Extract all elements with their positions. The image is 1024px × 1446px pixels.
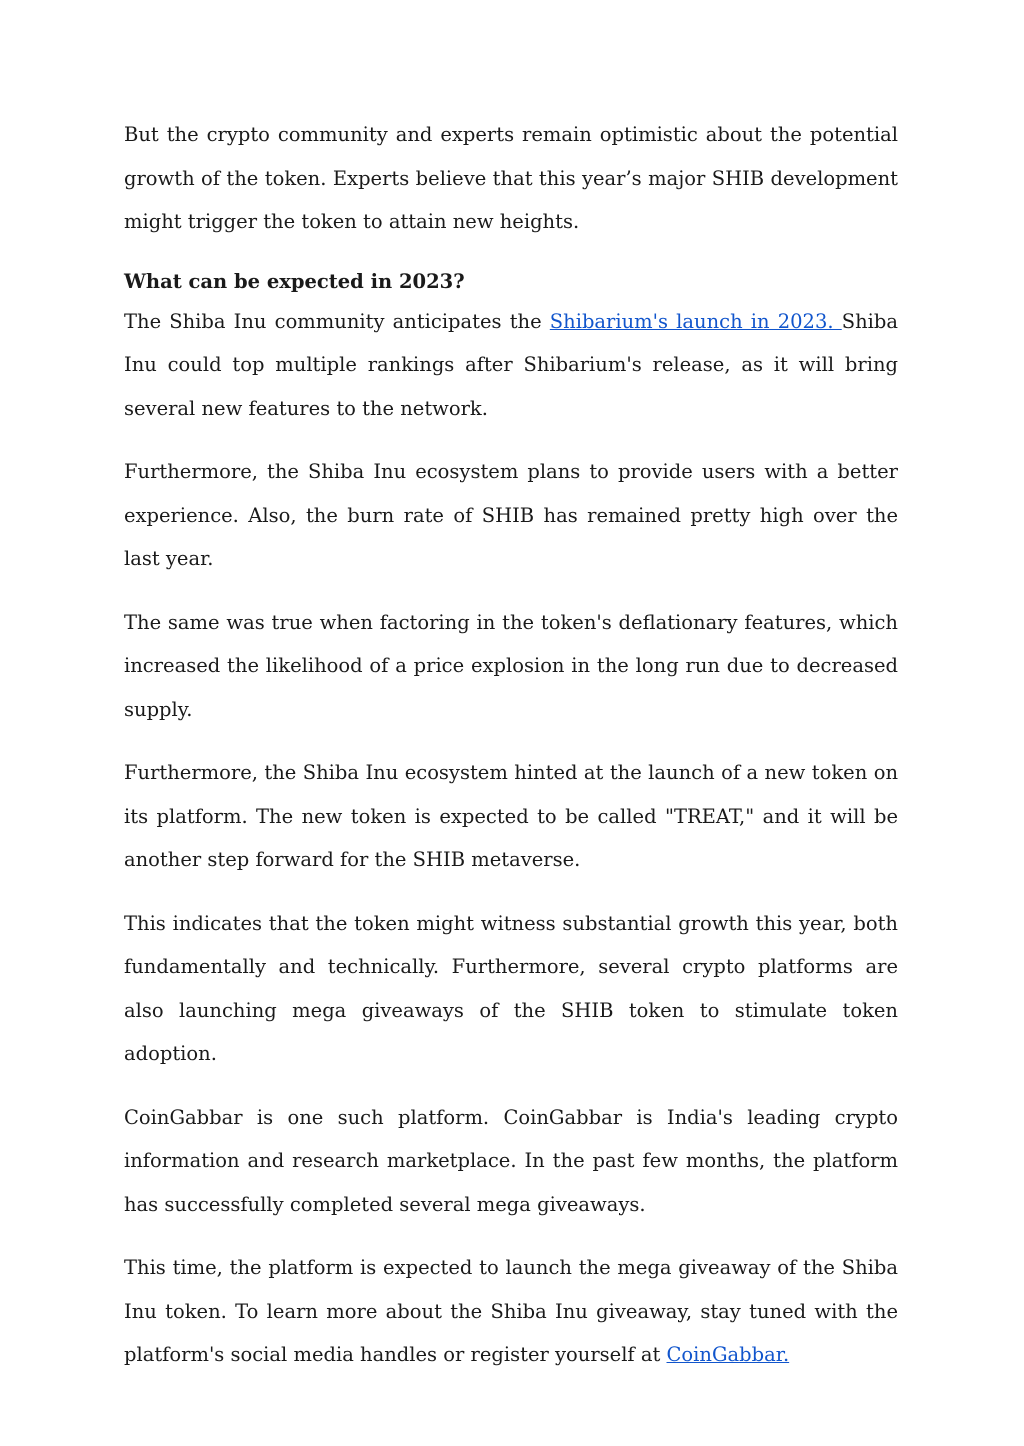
paragraph-optimism: But the crypto community and experts remain optimistic about the potential growth of the token. Experts believe that this year’s major SHIB development might trigger the token to attain new heights. <box>124 123 898 233</box>
paragraph-giveaway <box>124 1246 898 1377</box>
paragraph-growth: This indicates that the token might witness substantial growth this year, both fundamentally and technically. Furthermore, several crypto platforms are also launching mega giveaways of the SHIB token to stimulate token adoption. <box>124 911 898 1065</box>
paragraph-giveaway-text: This time, the platform is expected to launch the mega giveaway of the Shiba Inu token. To learn more about the Shiba Inu giveaway, stay tuned with the platform's social media handles or register yourself at <box>124 1256 898 1366</box>
paragraph-shibarium-text-before: The Shiba Inu community anticipates the <box>124 309 550 333</box>
document-page <box>124 113 898 1397</box>
coingabbar-link[interactable]: CoinGabbar. <box>666 1343 790 1366</box>
paragraph-treat-token: Furthermore, the Shiba Inu ecosystem hinted at the launch of a new token on its platform. The new token is expected to be called "TREAT," and it will be another step forward for the SHIB metaverse. <box>124 761 898 871</box>
paragraph-deflationary: The same was true when factoring in the token's deflationary features, which increased the likelihood of a price explosion in the long run due to decreased supply. <box>124 610 898 721</box>
section-heading-2023: What can be expected in 2023? <box>124 269 465 293</box>
shibarium-launch-link[interactable]: Shibarium's launch in 2023. <box>549 309 842 333</box>
paragraph-ecosystem-experience: Furthermore, the Shiba Inu ecosystem plans to provide users with a better experience. Also, the burn rate of SHIB has remained pretty high over the last year. <box>124 460 898 570</box>
paragraph-coingabbar: CoinGabbar is one such platform. CoinGabbar is India's leading crypto information and research marketplace. In the past few months, the platform has successfully completed several mega giveaways. <box>124 1105 898 1216</box>
paragraph-shibarium-text-after: Shiba Inu could top multiple rankings after Shibarium's release, as it will bring several new features to the network. <box>124 309 898 420</box>
paragraph-shibarium <box>124 300 898 431</box>
